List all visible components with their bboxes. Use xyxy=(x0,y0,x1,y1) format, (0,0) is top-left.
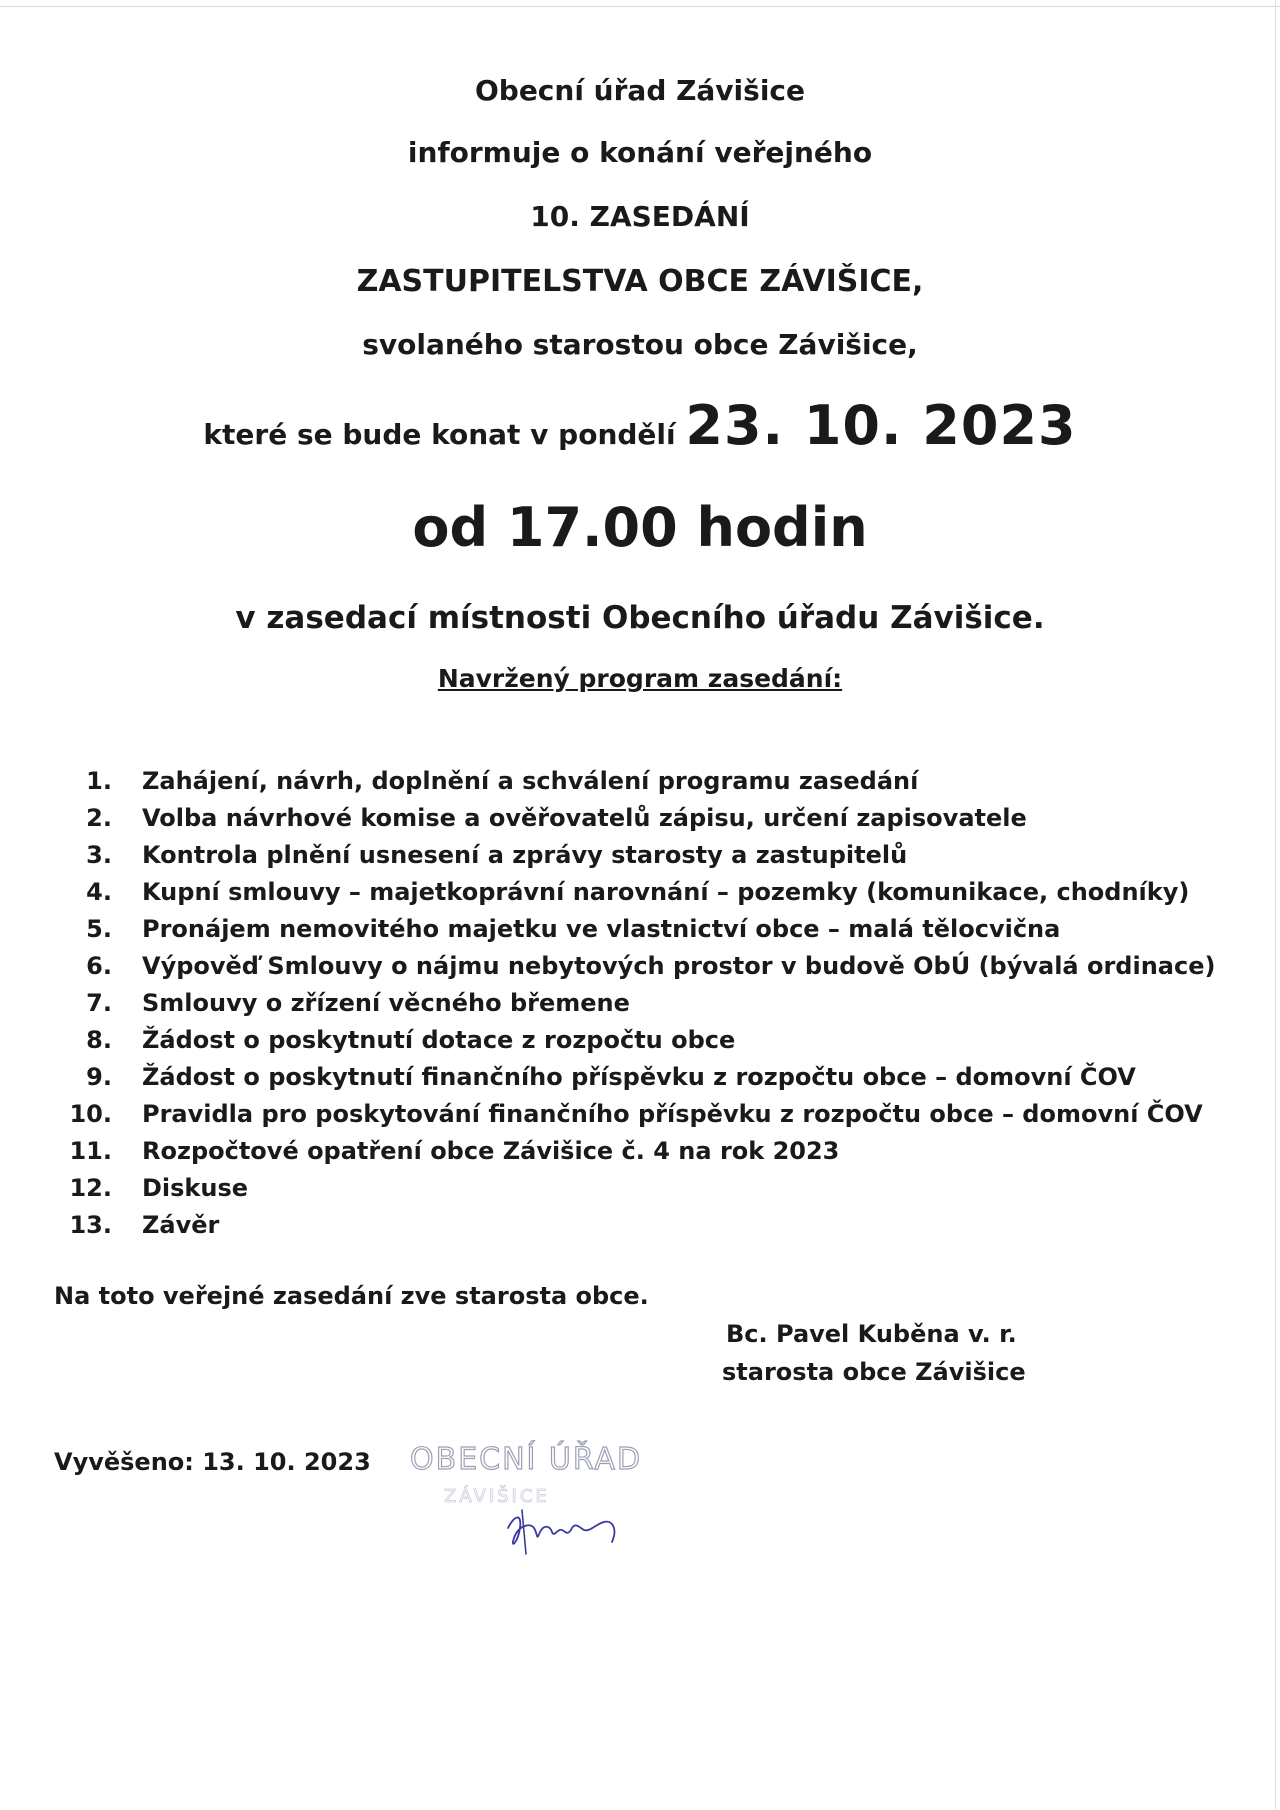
meeting-place: v zasedací místnosti Obecního úřadu Závišice. xyxy=(235,600,1045,636)
agenda-title: Navržený program zasedání: xyxy=(437,664,843,693)
informs-line: informuje o konání veřejného xyxy=(407,136,873,169)
agenda-item-text: Závěr xyxy=(142,1210,220,1239)
agenda-item-number: 5. xyxy=(86,914,112,943)
agenda-item xyxy=(52,984,1252,1021)
agenda-item-text: Žádost o poskytnutí dotace z rozpočtu obce xyxy=(142,1025,736,1054)
agenda-item-number: 12. xyxy=(69,1173,112,1202)
agenda-item-number: 13. xyxy=(69,1210,112,1239)
agenda-item-text: Žádost o poskytnutí finančního příspěvku z rozpočtu obce – domovní ČOV xyxy=(142,1062,1136,1091)
stamp-sub-text: ZÁVIŠICE xyxy=(444,1486,550,1507)
meeting-time: od 17.00 hodin xyxy=(412,496,868,559)
agenda-item xyxy=(52,910,1252,947)
office-name: Obecní úřad Závišice xyxy=(474,74,806,107)
agenda-item-text: Kupní smlouvy – majetkoprávní narovnání – pozemky (komunikace, chodníky) xyxy=(142,877,1190,906)
agenda-item-number: 11. xyxy=(69,1136,112,1165)
handwritten-signature xyxy=(500,1498,630,1558)
scan-edge-top xyxy=(0,6,1280,7)
agenda-item xyxy=(52,1058,1252,1095)
signatory-role: starosta obce Závišice xyxy=(722,1358,1026,1386)
agenda-item xyxy=(52,1206,1252,1243)
agenda-item xyxy=(52,1021,1252,1058)
council-title: ZASTUPITELSTVA OBCE ZÁVIŠICE, xyxy=(356,264,924,299)
agenda-item-text: Diskuse xyxy=(142,1173,249,1202)
agenda-item-number: 3. xyxy=(86,840,112,869)
agenda-item-number: 2. xyxy=(86,803,112,832)
agenda-item-text: Zahájení, návrh, doplnění a schválení programu zasedání xyxy=(142,766,919,795)
session-title: 10. ZASEDÁNÍ xyxy=(530,200,750,233)
agenda-item xyxy=(52,1095,1252,1132)
agenda-item-number: 7. xyxy=(86,988,112,1017)
convened-line: svolaného starostou obce Závišice, xyxy=(362,328,918,361)
agenda-item xyxy=(52,799,1252,836)
agenda-item xyxy=(52,762,1252,799)
agenda-item-number: 1. xyxy=(86,766,112,795)
invitation-text: Na toto veřejné zasedání zve starosta obce. xyxy=(54,1282,649,1310)
agenda-item xyxy=(52,947,1252,984)
agenda-item-number: 9. xyxy=(86,1062,112,1091)
signatory-name: Bc. Pavel Kuběna v. r. xyxy=(726,1320,1017,1348)
date-prefix: které se bude konat v pondělí xyxy=(203,418,686,451)
agenda-item-text: Pravidla pro poskytování finančního příspěvku z rozpočtu obce – domovní ČOV xyxy=(142,1099,1203,1128)
agenda-item-number: 4. xyxy=(86,877,112,906)
agenda-item-number: 6. xyxy=(86,951,112,980)
posted-date: Vyvěšeno: 13. 10. 2023 xyxy=(54,1448,371,1476)
agenda-item-number: 10. xyxy=(69,1099,112,1128)
agenda-item-text: Pronájem nemovitého majetku ve vlastnictví obce – malá tělocvična xyxy=(142,914,1061,943)
meeting-date: 23. 10. 2023 xyxy=(685,394,1077,457)
agenda-item xyxy=(52,836,1252,873)
date-line xyxy=(0,394,1280,457)
agenda-item-text: Rozpočtové opatření obce Závišice č. 4 na rok 2023 xyxy=(142,1136,840,1165)
agenda-list xyxy=(52,762,1252,1243)
agenda-item xyxy=(52,1169,1252,1206)
agenda-item-text: Kontrola plnění usnesení a zprávy starosty a zastupitelů xyxy=(142,840,908,869)
stamp-main-text: OBECNÍ ÚŘAD xyxy=(410,1442,643,1477)
agenda-item-text: Smlouvy o zřízení věcného břemene xyxy=(142,988,630,1017)
office-stamp xyxy=(404,1440,704,1570)
agenda-item-number: 8. xyxy=(86,1025,112,1054)
agenda-item xyxy=(52,873,1252,910)
agenda-item-text: Volba návrhové komise a ověřovatelů zápisu, určení zapisovatele xyxy=(142,803,1027,832)
agenda-item xyxy=(52,1132,1252,1169)
agenda-item-text: Výpověď Smlouvy o nájmu nebytových prostor v budově ObÚ (bývalá ordinace) xyxy=(142,951,1216,980)
